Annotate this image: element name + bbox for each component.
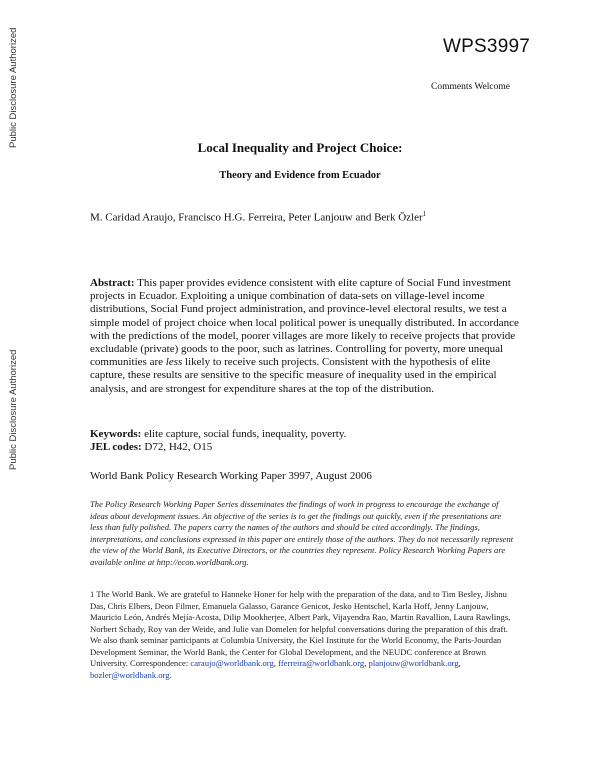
footnote-end: . [169, 669, 172, 680]
authors-text: M. Caridad Araujo, Francisco H.G. Ferreira, Peter Lanjouw and Berk Özler [90, 211, 423, 224]
abstract-paragraph [90, 277, 520, 396]
jel-line [90, 441, 520, 454]
paper-title: Local Inequality and Project Choice: [197, 140, 403, 155]
abstract-emphasis: less [165, 356, 183, 369]
keywords-block [90, 428, 520, 455]
email-separator-1: , [273, 658, 279, 668]
report-id: WPS3997 [443, 36, 530, 57]
footnote [90, 589, 515, 681]
author-list [90, 210, 426, 224]
abstract-text-2: likely to receive such projects. Consistent with the hypothesis of elite capture, these results are sensitive to the specific measure of inequality used in the empirical analysis, and are strongest for expenditure shares at the top of the distribution. [90, 356, 497, 395]
jel-label: JEL codes: [90, 441, 142, 454]
email-separator-2: , [364, 658, 367, 668]
disclosure-stamp-bottom: Public Disclosure Authorized [8, 349, 19, 470]
footnote-text: The World Bank. We are grateful to Hanneke Honer for help with the preparation of the data, and to Tim Besley, Jishnu Das, Chris Elbers, Deon Filmer, Emanuela Galasso, Garance Genicot, Jesko Hentschel, Karla Hoff, Jenny Lanjouw, Mauricio León, Andrés Mejía-Acosta, Dilip Mookherjee, Albert Park, Vijayendra Rao, Martin Ravallion, Laura Rawlings, Norbert Schady, Roy van der Weide, and Julie van Domelen for helpful conversations during the preparation of this draft. We also thank seminar participants at Columbia University, the Kiel Institute for the World Economy, the Paris-Jourdan Development Seminar, the World Bank, the Center for Global Development, and the NEUDC conference at Brown University. Correspondence: [90, 589, 511, 668]
disclosure-stamp-top: Public Disclosure Authorized [8, 27, 19, 148]
jel-text: D72, H42, O15 [144, 441, 213, 454]
comments-welcome: Comments Welcome [430, 82, 510, 92]
email-separator-3: , [458, 658, 461, 668]
abstract-text-1: This paper provides evidence consistent with elite capture of Social Fund investment projects in Ecuador. Exploiting a unique combination of data-sets on village-level income distributions, Social Fund project administration, and province-level electoral results, we test a simple model of project choice when local political power is unequally distributed. In accordance with the predictions of the model, poorer villages are more likely to receive projects that provide excludable (private) goods to the poor, such as latrines. Controlling for poverty, more unequal communities are [90, 277, 519, 369]
paper-subtitle: Theory and Evidence from Ecuador [219, 170, 381, 181]
email-lanjouw-link[interactable]: planjouw@worldbank.org [368, 658, 459, 668]
email-ferreira-link[interactable]: fferreira@worldbank.org [278, 658, 365, 668]
working-paper-line: World Bank Policy Research Working Paper 3997, August 2006 [90, 470, 372, 482]
email-araujo-link[interactable]: caraujo@worldbank.org [190, 658, 274, 668]
keywords-line [90, 428, 520, 441]
keywords-text: elite capture, social funds, inequality, poverty. [144, 428, 347, 440]
email-ozler-link[interactable]: bozler@worldbank.org [90, 669, 170, 680]
series-disclaimer: The Policy Research Working Paper Series disseminates the findings of work in progress to encourage the exchange of ideas about development issues. An objective of the series is to get the findings out quickly, even if the presentations are less than fully polished. The papers carry the names of the authors and should be cited accordingly. The findings, interpretations, and conclusions expressed in this paper are entirely those of the authors. They do not necessarily represent the view of the World Bank, its Executive Directors, or the countries they represent. Policy Research Working Papers are available online at http://econ.worldbank.org. [90, 499, 514, 567]
author-footnote-mark: 1 [422, 210, 427, 218]
footnote-mark: 1 [90, 589, 95, 599]
abstract [90, 277, 520, 396]
abstract-label: Abstract: [90, 277, 135, 289]
keywords-label: Keywords: [90, 428, 142, 440]
